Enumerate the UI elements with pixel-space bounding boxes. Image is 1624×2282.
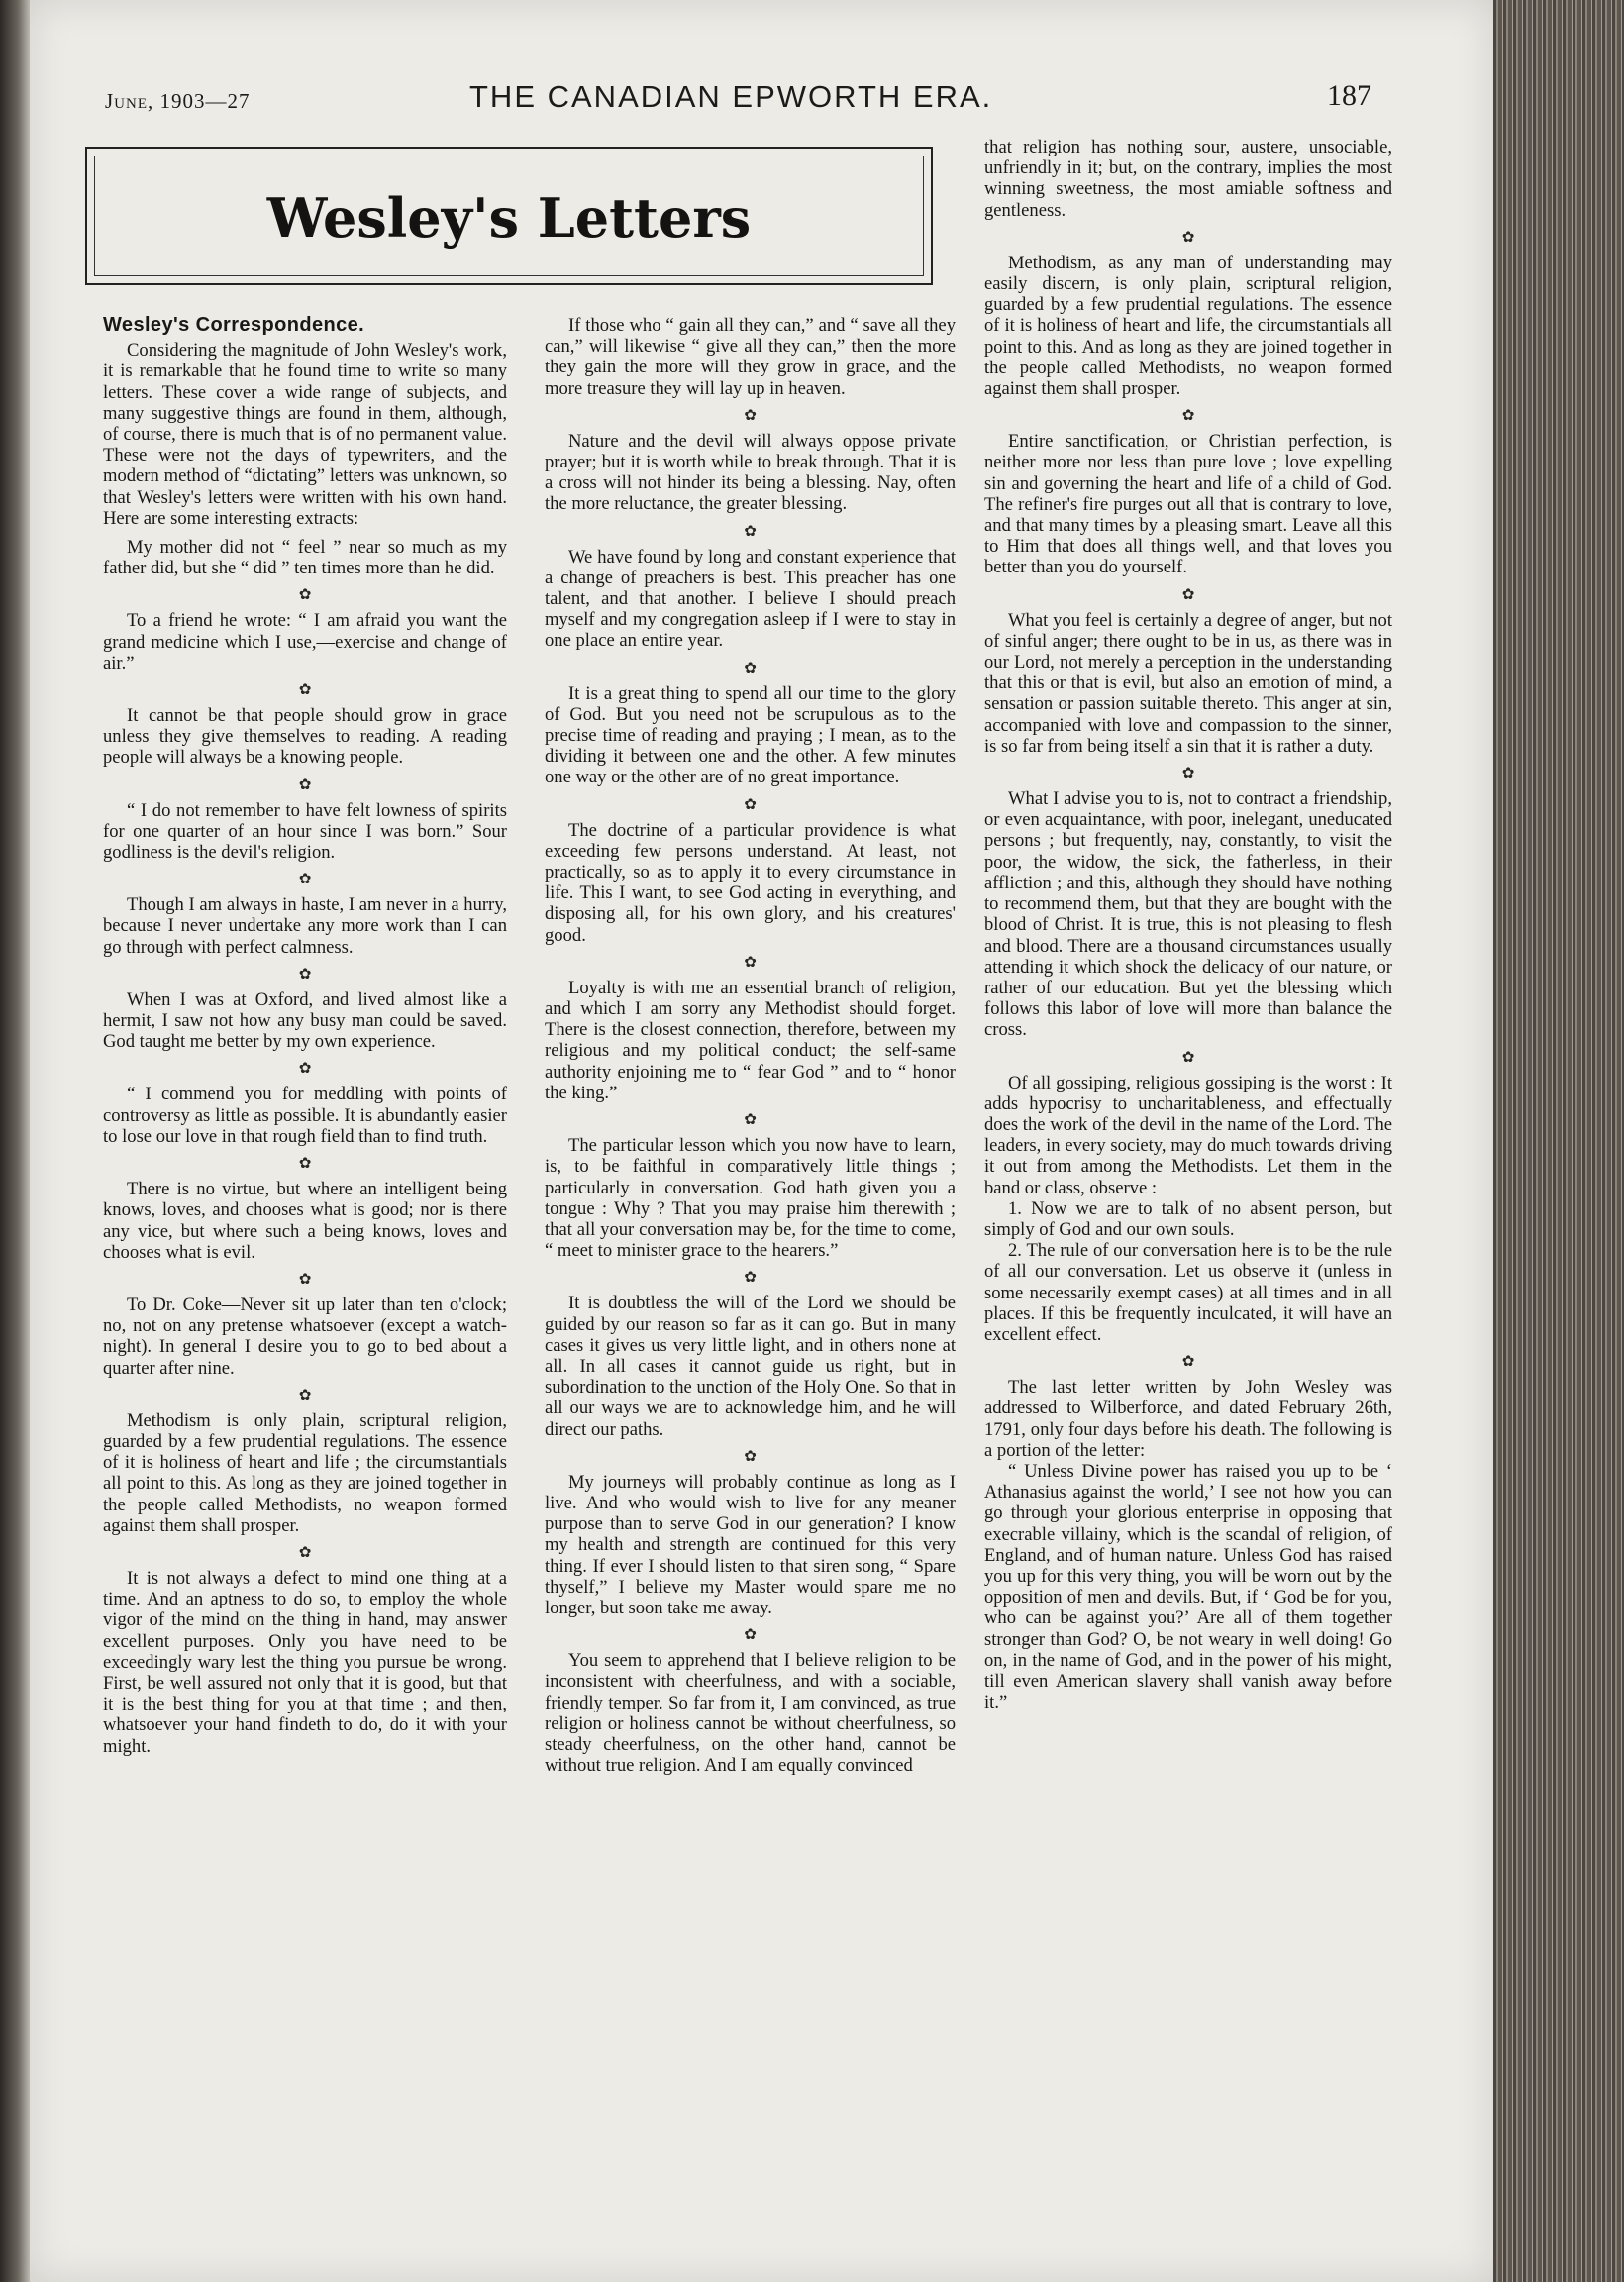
paragraph: It is a great thing to spend all our time to the glory of God. But you need not be scrupulous as to the precise time of reading and praying ; I mean, as to the dividing it between one and the other. A few minutes one way or the other are of no great importance. xyxy=(545,682,956,788)
paragraph: 1. Now we are to talk of no absent person, but simply of God and our own souls. xyxy=(984,1197,1392,1240)
paragraph: “ I commend you for meddling with points of controversy as little as possible. It is abundantly easier to lose our love in that rough field than to find truth. xyxy=(103,1084,507,1147)
ornament-icon: ✿ xyxy=(298,775,312,793)
paragraph: “ Unless Divine power has raised you up to be ‘ Athanasius against the world,’ I see not how you can go through your glorious enterprise in opposing that execrable villainy, which is the scandal of religion, of England, and of human nature. Unless God has raised you up for this very thing, you will be worn out by the opposition of men and devils. But, if ‘ God be for you, who can be against you?’ Are all of them together stronger than God? O, be not weary in well doing! Go on, in the name of God, and in the power of his might, till even American slavery shall vanish away before it.” xyxy=(984,1460,1392,1713)
section-heading: Wesley's Correspondence. xyxy=(103,314,365,336)
ornament-icon: ✿ xyxy=(298,870,312,888)
issue-date: June, 1903—27 xyxy=(105,89,251,113)
ornament-icon: ✿ xyxy=(1181,227,1195,246)
paragraph: What you feel is certainly a degree of anger, but not of sinful anger; there ought to be in us, as there was in our Lord, not merely a perception in the understanding that this or that is evil, but also an emotion of mind, a sensation or passion suitable thereto. This anger at sin, accompanied with love and compassion to the sinner, is so far from being itself a sin that it is rather a duty. xyxy=(984,609,1392,757)
ornament-icon: ✿ xyxy=(744,521,757,540)
ornament-icon: ✿ xyxy=(1181,764,1195,782)
left-page-edge xyxy=(0,0,30,2282)
paragraph: It is doubtless the will of the Lord we should be guided by our reason so far as it can go. But in many cases it gives us very little light, and in others none at all. In all cases it cannot guide us right, but in subordination to the unction of the Holy One. So that in all our ways we are to acknowledge him, and he will direct our paths. xyxy=(545,1293,956,1440)
paragraph: Of all gossiping, religious gossiping is the worst : It adds hypocrisy to uncharitableness, and effectually does the work of the devil in the name of the Lord. The leaders, in every society, may do much towards driving it out from among the Methodists. Let them in the band or class, observe : xyxy=(984,1072,1392,1198)
ornament-icon: ✿ xyxy=(744,952,757,971)
paragraph: Loyalty is with me an essential branch of religion, and which I am sorry any Methodist should forget. There is the closest connection, therefore, between my religious and my political conduct; the self-same authority enjoining me to “ fear God ” and to “ honor the king.” xyxy=(545,977,956,1103)
ornament-icon: ✿ xyxy=(744,794,757,813)
paragraph-continued: that religion has nothing sour, austere, unsociable, unfriendly in it; but, on the contrary, implies the most winning sweetness, the most amiable softness and gentleness. xyxy=(984,137,1392,221)
paragraph: You seem to apprehend that I believe religion to be inconsistent with cheerfulness, and with a sociable, friendly temper. So far from it, I am convinced, as true religion or holiness cannot be without cheerfulness, so steady cheerfulness, on the other hand, cannot be without true religion. And I am equally convinced xyxy=(545,1650,956,1777)
paragraph: To a friend he wrote: “ I am afraid you want the grand medicine which I use,—exercise and change of air.” xyxy=(103,610,507,674)
article-title: Wesley's Letters xyxy=(266,186,752,250)
paragraph: Methodism, as any man of understanding may easily discern, is only plain, scriptural religion, guarded by a few prudential regulations. The essence of it is holiness of heart and life, the circumstantials all point to this. And as long as they are joined together in the people called Methodists, no weapon formed against them shall prosper. xyxy=(984,252,1392,400)
paragraph: It cannot be that people should grow in grace unless they give themselves to reading. A reading people will always be a knowing people. xyxy=(103,705,507,769)
paragraph: My journeys will probably continue as long as I live. And who would wish to live for any meaner purpose than to serve God in our generation? I know my health and strength are continued for this very thing. If ever I should listen to that siren song, “ Spare thyself,” I believe my Master would spare me no longer, but soon take me away. xyxy=(545,1471,956,1618)
ornament-icon: ✿ xyxy=(1181,1047,1195,1066)
paragraph: The doctrine of a particular providence is what exceeding few persons understand. At least, not practically, so as to apply it to every circumstance in life. This I want, to see God acting in everything, and disposing all, for his own glory, and his creatures' good. xyxy=(545,819,956,946)
page-number: 187 xyxy=(1327,79,1371,112)
ornament-icon: ✿ xyxy=(1181,406,1195,425)
ornament-icon: ✿ xyxy=(298,1542,312,1561)
ornament-icon: ✿ xyxy=(298,1059,312,1078)
paragraph: 2. The rule of our conversation here is to be the rule of all our conversation. Let us observe it (unless in some necessarily exempt cases) at all times and in all places. If this be frequently inculcated, it will have an excellent effect. xyxy=(984,1240,1392,1345)
paragraph: “ I do not remember to have felt lowness of spirits for one quarter of an hour since I was born.” Sour godliness is the devil's religion. xyxy=(103,799,507,864)
paragraph: The last letter written by John Wesley was addressed to Wilberforce, and dated February 26th, 1791, only four days before his death. The following is a portion of the letter: xyxy=(984,1377,1392,1461)
paragraph: It is not always a defect to mind one thing at a time. And an aptness to do so, to employ the whole vigor of the mind on the thing in hand, may answer excellent purposes. Only you have need to be exceedingly wary lest the thing you pursue be wrong. First, be well assured not only that it is good, but that it is the best thing for you at that time ; and then, whatsoever your hand findeth to do, do it with your might. xyxy=(103,1567,507,1757)
ornament-icon: ✿ xyxy=(298,1269,312,1288)
ornament-icon: ✿ xyxy=(1181,1352,1195,1371)
ornament-icon: ✿ xyxy=(298,1154,312,1173)
paragraph: Though I am always in haste, I am never in a hurry, because I never undertake any more work than I can go through with perfect calmness. xyxy=(103,894,507,958)
paragraph: There is no virtue, but where an intelligent being knows, loves, and chooses what is good; nor is there any vice, but where such a being knows, loves and chooses what is evil. xyxy=(103,1179,507,1263)
paragraph: What I advise you to is, not to contract a friendship, or even acquaintance, with poor, inelegant, uneducated persons ; but frequently, nay, constantly, to visit the poor, the widow, the sick, the fatherless, in their affliction ; and this, although they should have nothing to recommend them, but that they are bought with the blood of Christ. It is true, this is not pleasing to flesh and blood. There are a thousand circumstances usually attending it which shock the delicacy of our nature, or rather of our education. But yet the blessing which follows this labor of love will more than balance the cross. xyxy=(984,788,1392,1041)
ornament-icon: ✿ xyxy=(744,1625,757,1644)
paragraph: My mother did not “ feel ” near so much as my father did, but she “ did ” ten times more than he did. xyxy=(103,537,507,579)
column-1 xyxy=(103,315,507,1757)
ornament-icon: ✿ xyxy=(744,1446,757,1465)
ornament-icon: ✿ xyxy=(298,680,312,699)
ornament-icon: ✿ xyxy=(744,658,757,676)
ornament-icon: ✿ xyxy=(298,964,312,983)
paragraph: To Dr. Coke—Never sit up later than ten o'clock; no, not on any pretense whatsoever (except a watch-night). In general I desire you to go to bed about a quarter after nine. xyxy=(103,1294,507,1379)
ornament-icon: ✿ xyxy=(744,1110,757,1129)
ornament-icon: ✿ xyxy=(298,585,312,604)
paragraph: We have found by long and constant experience that a change of preachers is best. This preacher has one talent, and that another. I believe I should preach myself and my congregation asleep if I were to stay in one place an entire year. xyxy=(545,546,956,652)
ornament-icon: ✿ xyxy=(744,1268,757,1287)
paragraph: Methodism is only plain, scriptural religion, guarded by a few prudential regulations. The essence of it is holiness of heart and life ; the circumstantials all point to this. As long as they are joined together in the people called Methodists, no weapon formed against them shall prosper. xyxy=(103,1409,507,1536)
ornament-icon: ✿ xyxy=(744,405,757,424)
publication-title: THE CANADIAN EPWORTH ERA. xyxy=(469,79,993,114)
column-3 xyxy=(984,137,1392,1712)
paragraph: When I was at Oxford, and lived almost like a hermit, I saw not how any busy man could be saved. God taught me better by my own experience. xyxy=(103,988,507,1053)
running-head xyxy=(73,77,1380,117)
ornament-icon: ✿ xyxy=(1181,584,1195,603)
paragraph: If those who “ gain all they can,” and “ save all they can,” will likewise “ give all they can,” then the more they gain the more will they grow in grace, and the more treasure they will lay up in heaven. xyxy=(545,315,956,399)
article-title-box xyxy=(85,147,933,285)
paragraph: Entire sanctification, or Christian perfection, is neither more nor less than pure love ; love expelling sin and governing the heart and life of a child of God. The refiner's fire purges out all that is contrary to love, and that many times by a pleasing smart. Leave all this to Him that does all things well, and that loves you better than you do yourself. xyxy=(984,431,1392,578)
column-2 xyxy=(545,315,956,1776)
paragraph: The particular lesson which you now have to learn, is, to be faithful in comparatively little things ; particularly in conversation. God hath given you a tongue : Why ? That you may praise him therewith ; that all your conversation may be, for the time to come, “ meet to minister grace to the hearers.” xyxy=(545,1135,956,1262)
ornament-icon: ✿ xyxy=(298,1385,312,1403)
book-spine xyxy=(1493,0,1624,2282)
paragraph: Considering the magnitude of John Wesley's work, it is remarkable that he found time to write so many letters. These cover a wide range of subjects, and many suggestive things are found in them, although, of course, there is much that is of no permanent value. These were not the days of typewriters, and the modern method of “dictating” letters was unknown, so that Wesley's letters were written with his own hand. Here are some interesting extracts: xyxy=(103,340,507,529)
paragraph: Nature and the devil will always oppose private prayer; but it is worth while to break through. That it is a cross will not hinder its being a blessing. Nay, often the more reluctance, the greater blessing. xyxy=(545,430,956,515)
